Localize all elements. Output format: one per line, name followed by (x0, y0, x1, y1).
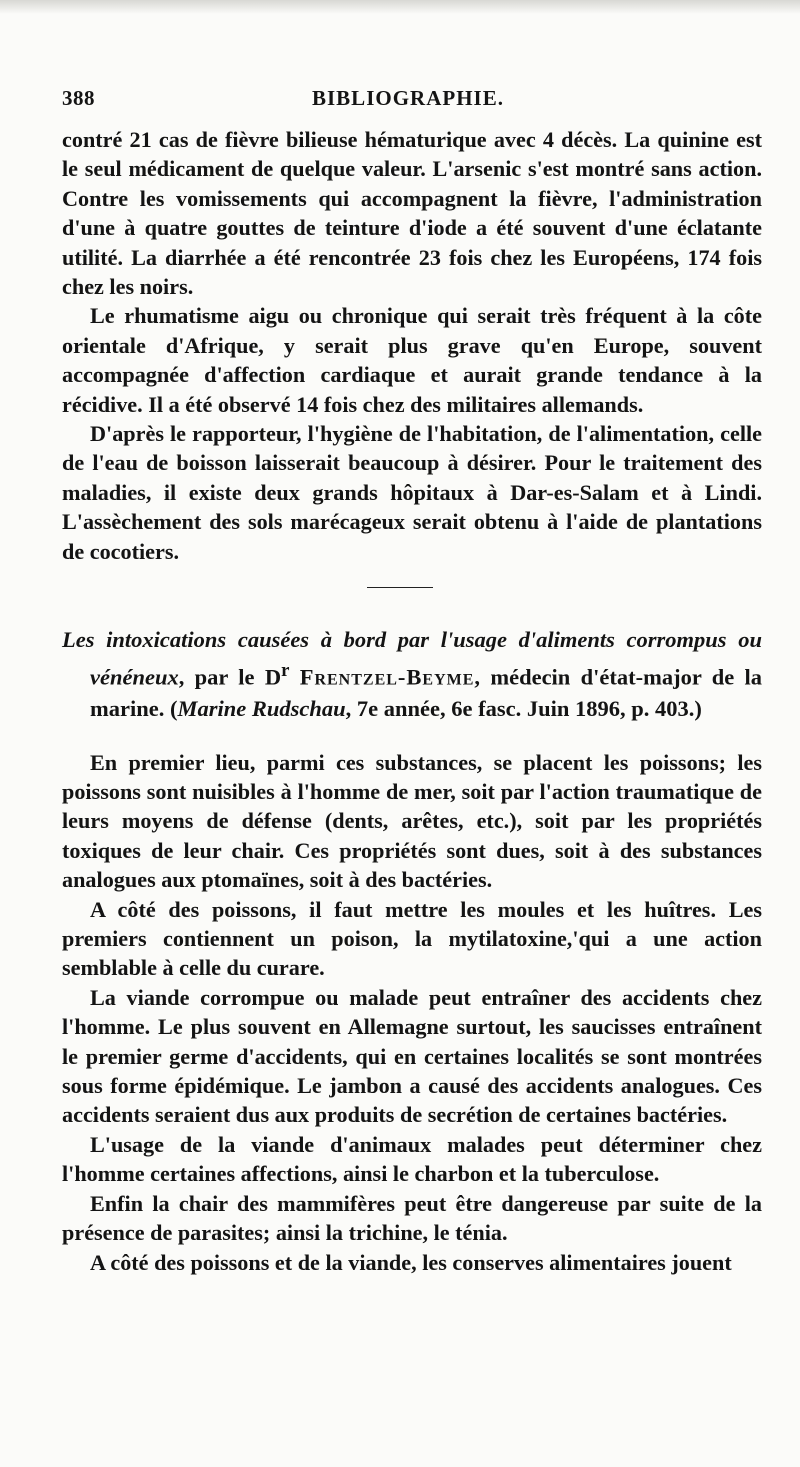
bottom-text (62, 748, 762, 1277)
running-title: BIBLIOGRAPHIE. (312, 86, 504, 110)
entry-role: , médecin d'état-major de la marine. ( (90, 664, 762, 721)
paragraph: contré 21 cas de fièvre bilieuse hématurique avec 4 décès. La quinine est le seul médicament de quelque valeur. L'arsenic s'est montré sans action. Contre les vomissements qui accompagnent la fièvre, l'administration d'une à quatre gouttes de teinture d'iode a été souvent d'une éclatante utilité. La diarrhée a été rencontrée 23 fois chez les Européens, 174 fois chez les noirs. (62, 127, 762, 300)
paragraph: L'usage de la viande d'animaux malades peut déterminer chez l'homme certaines affections, ainsi le charbon et la tuberculose. (62, 1131, 762, 1187)
paragraph: La viande corrompue ou malade peut entraîner des accidents chez l'homme. Le plus souvent en Allemagne surtout, les saucisses entraînent le premier germe d'accidents, qui en certaines localités se sont montrées sous forme épidémique. Le jambon a causé des accidents analogues. Ces accidents seraient dus aux produits de secrétion de certaines bactéries. (62, 984, 762, 1128)
paragraph: A côté des poissons et de la viande, les conserves alimentaires jouent (90, 1249, 732, 1275)
entry-dr-sup: r (281, 660, 290, 682)
entry-journal: Marine Rudschau (177, 695, 346, 721)
paragraph: Enfin la chair des mammifères peut être dangereuse par suite de la présence de parasites; ainsi la trichine, le ténia. (62, 1190, 762, 1246)
paragraph: En premier lieu, parmi ces substances, se placent les poissons; les poissons sont nuisibles à l'homme de mer, soit par l'action traumatique de leurs moyens de défense (dents, arêtes, etc.), soit par les propriétés toxiques de leur chair. Ces propriétés sont dues, soit à des substances analogues aux ptomaïnes, soit à des bactéries. (62, 749, 762, 893)
scan-edge (0, 0, 800, 14)
bibliography-entry (62, 624, 762, 724)
section-divider (367, 587, 433, 588)
page-header (62, 86, 762, 111)
top-text (62, 125, 762, 566)
entry-title: Les intoxications causées à bord par l'usage d'aliments corrompus ou vénéneux (62, 627, 762, 690)
entry-par: , par le D (178, 664, 282, 690)
entry-details: , 7e année, 6e fasc. Juin 1896, p. 403.) (345, 695, 702, 721)
entry-author: Frentzel-Beyme (299, 664, 475, 690)
paragraph: Le rhumatisme aigu ou chronique qui serait très fréquent à la côte orientale d'Afrique, y serait plus grave qu'en Europe, souvent accompagnée d'affection cardiaque et aurait grande tendance à la récidive. Il a été observé 14 fois chez des militaires allemands. (62, 303, 762, 417)
paragraph: A côté des poissons, il faut mettre les moules et les huîtres. Les premiers contiennent un poison, la mytilatoxine,'qui a une action semblable à celle du curare. (62, 896, 762, 981)
paragraph: D'après le rapporteur, l'hygiène de l'habitation, de l'alimentation, celle de l'eau de boisson laisserait beaucoup à désirer. Pour le traitement des maladies, il existe deux grands hôpitaux à Dar-es-Salam et à Lindi. L'assèchement des sols marécageux serait obtenu à l'aide de plantations de cocotiers. (62, 421, 762, 564)
page-number: 388 (62, 86, 95, 110)
